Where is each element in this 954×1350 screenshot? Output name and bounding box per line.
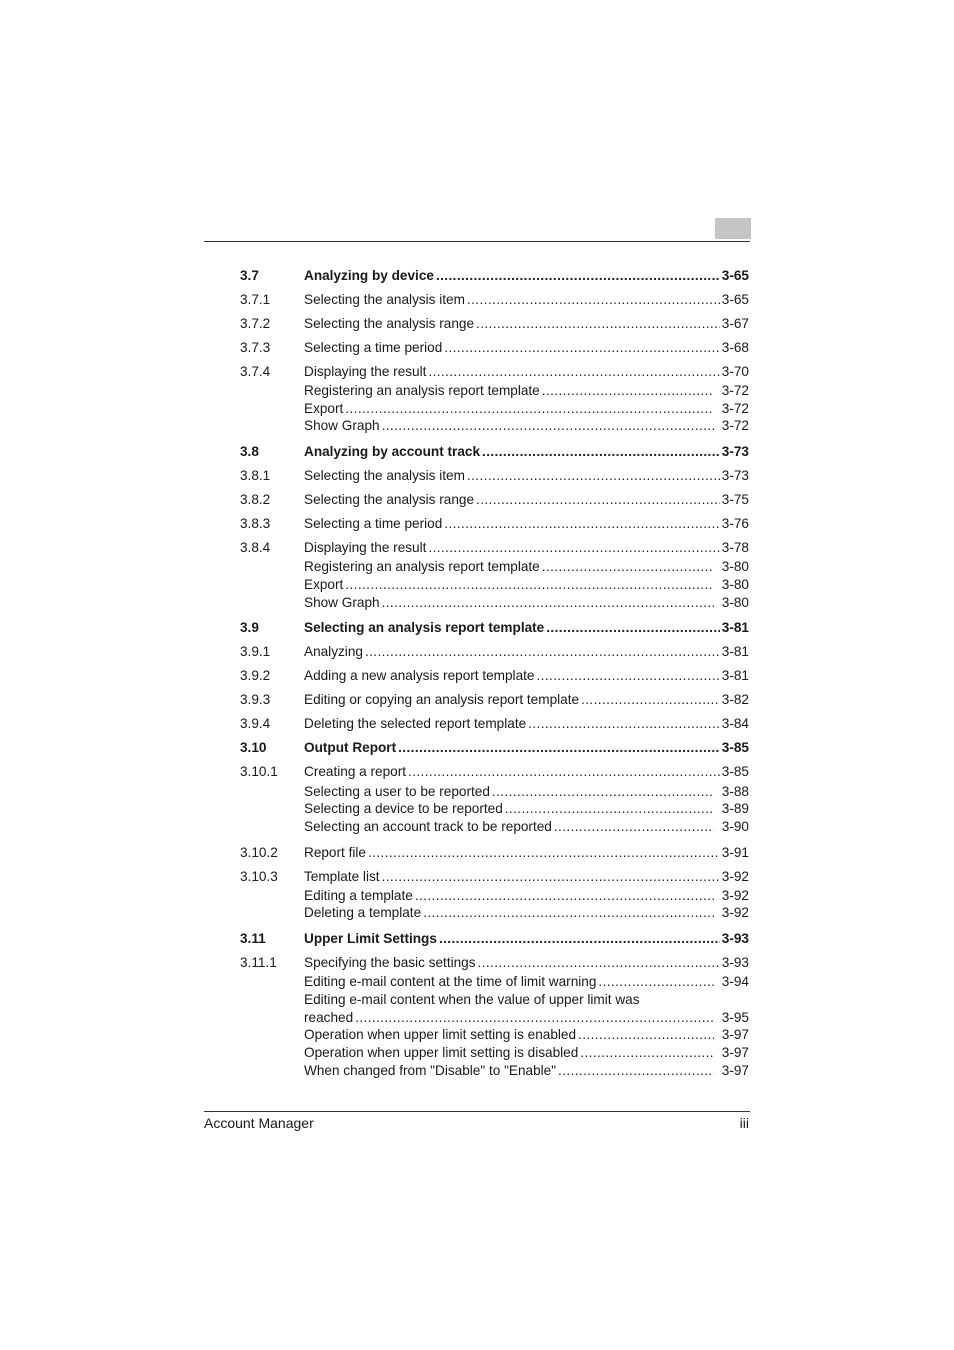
toc-entry[interactable]: [240, 1062, 749, 1079]
toc-entry-title: Analyzing by device: [304, 268, 434, 283]
toc-entry[interactable]: [240, 539, 749, 556]
toc-entry[interactable]: [240, 1026, 749, 1043]
toc-entry-page: 3-65: [721, 268, 749, 283]
toc-dot-leader: [428, 363, 719, 380]
toc-entry-title: Selecting a device to be reported: [304, 801, 503, 816]
toc-entry-page: 3-76: [721, 516, 749, 531]
toc-dot-leader: [542, 558, 714, 575]
toc-dot-leader: [467, 291, 720, 308]
toc-dot-leader: [542, 382, 714, 399]
toc-entry-page: 3-92: [721, 869, 749, 884]
toc-entry-page: 3-97: [721, 1063, 749, 1078]
toc-entry-page: 3-72: [721, 401, 749, 416]
toc-entry-title: Displaying the result: [304, 364, 427, 379]
toc-entry-page: 3-88: [721, 784, 749, 799]
toc-dot-leader: [476, 315, 720, 332]
toc-entry-title: Editing a template: [304, 888, 413, 903]
toc-dot-leader: [365, 643, 720, 660]
toc-entry[interactable]: [240, 339, 749, 356]
toc-dot-leader: [355, 1009, 714, 1026]
toc-entry-page: 3-75: [721, 492, 749, 507]
toc-entry[interactable]: [240, 267, 749, 284]
toc-entry-page: 3-85: [721, 764, 749, 779]
toc-entry[interactable]: [240, 400, 749, 417]
toc-entry-page: 3-81: [721, 620, 749, 635]
toc-entry[interactable]: [240, 954, 749, 971]
toc-entry-title: Selecting a time period: [304, 516, 443, 531]
toc-entry-number: 3.8.2: [240, 492, 271, 507]
toc-entry-title: Editing or copying an analysis report template: [304, 692, 580, 707]
toc-entry-number: 3.10.1: [240, 764, 278, 779]
toc-entry[interactable]: [240, 576, 749, 593]
toc-entry[interactable]: [240, 818, 749, 835]
toc-entry-title: Upper Limit Settings: [304, 931, 437, 946]
toc-entry-title: Selecting the analysis range: [304, 316, 475, 331]
toc-entry-page: 3-93: [721, 931, 749, 946]
toc-entry-page: 3-94: [721, 974, 749, 989]
toc-entry-number: 3.7.2: [240, 316, 271, 331]
footer-page-number: iii: [739, 1115, 749, 1131]
toc-dot-leader: [428, 539, 719, 556]
toc-entry-page: 3-85: [721, 740, 749, 755]
toc-entry-page: 3-73: [721, 468, 749, 483]
toc-dot-leader: [444, 515, 720, 532]
toc-entry-title: Displaying the result: [304, 540, 427, 555]
toc-entry-page: 3-67: [721, 316, 749, 331]
toc-entry[interactable]: [240, 1009, 749, 1026]
toc-entry-page: 3-72: [721, 418, 749, 433]
toc-entry-page: 3-93: [721, 955, 749, 970]
toc-entry-number: 3.9.3: [240, 692, 271, 707]
toc-entry-title: Selecting the analysis item: [304, 292, 465, 307]
toc-entry[interactable]: [240, 739, 749, 756]
toc-entry-number: 3.11.1: [240, 955, 277, 970]
toc-entry-title: Show Graph: [304, 595, 380, 610]
toc-entry-page: 3-89: [721, 801, 749, 816]
toc-entry-title: Deleting a template: [304, 905, 422, 920]
toc-entry[interactable]: [240, 417, 749, 434]
toc-dot-leader: [476, 491, 720, 508]
toc-entry-page: 3-97: [721, 1045, 749, 1060]
toc-dot-leader: [546, 619, 720, 636]
toc-entry-title: Export: [304, 401, 344, 416]
toc-dot-leader: [467, 467, 720, 484]
toc-entry[interactable]: [240, 619, 749, 636]
toc-entry-title: Selecting a user to be reported: [304, 784, 490, 799]
toc-dot-leader: [415, 887, 714, 904]
toc-dot-leader: [482, 443, 720, 460]
toc-entry-title: reached: [304, 1010, 354, 1025]
toc-entry-title: Selecting an analysis report template: [304, 620, 545, 635]
toc-entry-number: 3.10: [240, 740, 267, 755]
toc-entry-page: 3-78: [721, 540, 749, 555]
toc-entry-title: Export: [304, 577, 344, 592]
toc-entry-page: 3-65: [721, 292, 749, 307]
toc-entry-number: 3.10.3: [240, 869, 278, 884]
toc-entry-page: 3-72: [721, 383, 749, 398]
toc-entry[interactable]: [240, 315, 749, 332]
toc-entry-title: Deleting the selected report template: [304, 716, 527, 731]
toc-dot-leader: [382, 417, 714, 434]
toc-dot-leader: [558, 1062, 714, 1079]
toc-entry[interactable]: [240, 904, 749, 921]
toc-entry-title: Selecting the analysis item: [304, 468, 465, 483]
toc-entry-number: 3.11: [240, 931, 266, 946]
toc-entry-page: 3-80: [721, 595, 749, 610]
toc-entry-title: Operation when upper limit setting is disabled: [304, 1045, 579, 1060]
toc-entry-number: 3.9: [240, 620, 259, 635]
toc-dot-leader: [581, 691, 720, 708]
toc-entry-number: 3.9.1: [240, 644, 271, 659]
toc-entry[interactable]: [240, 291, 749, 308]
toc-entry[interactable]: [240, 973, 749, 990]
toc-entry-page: 3-97: [721, 1027, 749, 1042]
toc-entry[interactable]: [240, 800, 749, 817]
toc-entry[interactable]: [240, 991, 749, 1008]
toc-dot-leader: [528, 715, 720, 732]
toc-entry[interactable]: [240, 868, 749, 885]
toc-entry[interactable]: [240, 382, 749, 399]
toc-entry-number: 3.7.4: [240, 364, 271, 379]
toc-entry[interactable]: [240, 594, 749, 611]
toc-entry-title: When changed from "Disable" to "Enable": [304, 1063, 557, 1078]
toc-entry-title: Selecting a time period: [304, 340, 443, 355]
toc-entry-page: 3-68: [721, 340, 749, 355]
toc-entry-number: 3.8: [240, 444, 259, 459]
toc-entry-page: 3-81: [721, 644, 749, 659]
toc-entry-title: Output Report: [304, 740, 397, 755]
toc-dot-leader: [536, 667, 719, 684]
toc-entry[interactable]: [240, 667, 749, 684]
toc-dot-leader: [382, 594, 714, 611]
toc-entry-number: 3.8.4: [240, 540, 271, 555]
toc-entry-title: Adding a new analysis report template: [304, 668, 535, 683]
toc-entry[interactable]: [240, 783, 749, 800]
toc-entry-title: Selecting an account track to be reported: [304, 819, 552, 834]
toc-dot-leader: [408, 763, 720, 780]
toc-entry-page: 3-73: [721, 444, 749, 459]
toc-entry-title: Specifying the basic settings: [304, 955, 476, 970]
toc-entry-page: 3-92: [721, 888, 749, 903]
toc-entry[interactable]: [240, 491, 749, 508]
toc-entry-title: Registering an analysis report template: [304, 383, 540, 398]
toc-entry-title: Analyzing by account track: [304, 444, 481, 459]
toc-entry-page: 3-90: [721, 819, 749, 834]
toc-entry-title: Show Graph: [304, 418, 380, 433]
toc-entry-number: 3.7.3: [240, 340, 271, 355]
toc-entry-number: 3.9.4: [240, 716, 271, 731]
toc-entry-number: 3.7: [240, 268, 259, 283]
toc-entry-page: 3-80: [721, 577, 749, 592]
toc-entry[interactable]: [240, 515, 749, 532]
toc-entry[interactable]: [240, 844, 749, 861]
toc-entry-number: 3.10.2: [240, 845, 278, 860]
toc-dot-leader: [492, 783, 714, 800]
toc-dot-leader: [368, 844, 720, 861]
toc-entry-title: Registering an analysis report template: [304, 559, 540, 574]
toc-dot-leader: [398, 739, 720, 756]
toc-entry-number: 3.8.1: [240, 468, 271, 483]
toc-dot-leader: [345, 400, 713, 417]
toc-entry-page: 3-92: [721, 905, 749, 920]
toc-entry-title: Template list: [304, 869, 380, 884]
toc-dot-leader: [580, 1044, 713, 1061]
toc-entry-title: Selecting the analysis range: [304, 492, 475, 507]
toc-dot-leader: [382, 868, 720, 885]
toc-entry-page: 3-82: [721, 692, 749, 707]
toc-entry-title: Operation when upper limit setting is enabled: [304, 1027, 577, 1042]
toc-entry[interactable]: [240, 763, 749, 780]
toc-dot-leader: [554, 818, 714, 835]
toc-dot-leader: [578, 1026, 714, 1043]
toc-entry[interactable]: [240, 691, 749, 708]
toc-entry-title: Editing e-mail content at the time of limit warning: [304, 974, 597, 989]
toc-entry-title: Creating a report: [304, 764, 407, 779]
toc-dot-leader: [598, 973, 713, 990]
toc-dot-leader: [505, 800, 714, 817]
toc-entry[interactable]: [240, 363, 749, 380]
toc-dot-leader: [423, 904, 714, 921]
toc-dot-leader: [444, 339, 720, 356]
toc-entry[interactable]: [240, 443, 749, 460]
toc-entry-page: 3-81: [721, 668, 749, 683]
toc-entry[interactable]: [240, 643, 749, 660]
footer-title: Account Manager: [204, 1115, 314, 1131]
toc-dot-leader: [345, 576, 713, 593]
toc-entry-title: Report file: [304, 845, 366, 860]
toc-entry[interactable]: [240, 715, 749, 732]
toc-entry[interactable]: [240, 558, 749, 575]
toc-entry-page: 3-70: [721, 364, 749, 379]
toc-entry[interactable]: [240, 467, 749, 484]
toc-entry-title: Analyzing: [304, 644, 363, 659]
toc-entry-title: Editing e-mail content when the value of upper limit was: [304, 992, 640, 1007]
toc-entry-number: 3.8.3: [240, 516, 271, 531]
toc-entry[interactable]: [240, 1044, 749, 1061]
toc-entry-page: 3-91: [721, 845, 749, 860]
toc-entry-page: 3-80: [721, 559, 749, 574]
toc-entry-number: 3.9.2: [240, 668, 271, 683]
toc-entry[interactable]: [240, 887, 749, 904]
toc-dot-leader: [439, 930, 720, 947]
footer-rule: [204, 1111, 750, 1112]
toc-dot-leader: [436, 267, 720, 284]
toc-entry-page: 3-95: [721, 1010, 749, 1025]
toc-entry-number: 3.7.1: [240, 292, 271, 307]
toc-entry-page: 3-84: [721, 716, 749, 731]
toc-dot-leader: [478, 954, 720, 971]
toc-entry[interactable]: [240, 930, 749, 947]
